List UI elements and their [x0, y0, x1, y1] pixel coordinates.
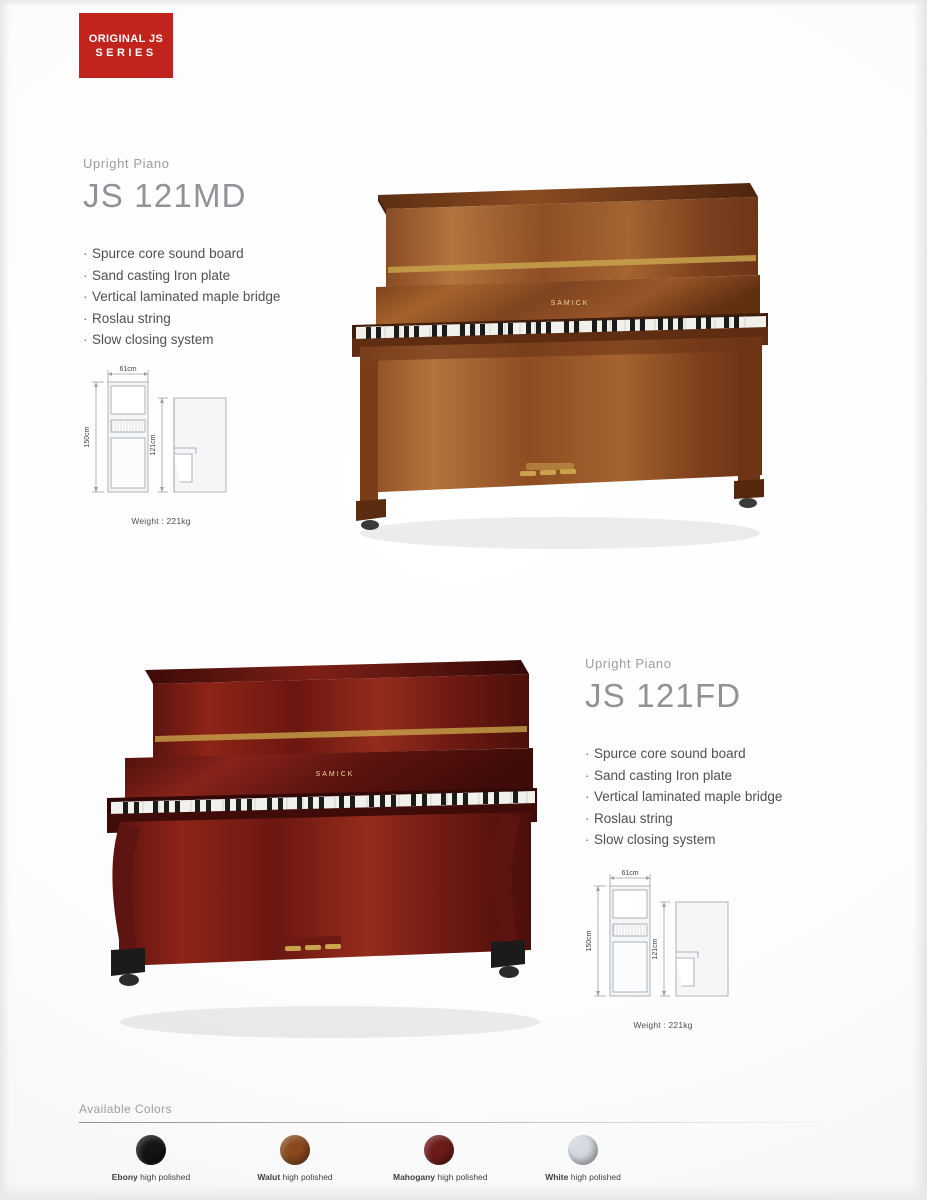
available-colors-section	[79, 1102, 869, 1182]
page-edge-right	[913, 0, 927, 1200]
swatch-name: Ebony	[111, 1172, 138, 1182]
list-item: · Sand casting Iron plate	[83, 267, 231, 283]
feature-text: Roslau string	[594, 810, 673, 826]
swatch-name: Mahogany	[393, 1172, 436, 1182]
list-item: · Sand casting Iron plate	[585, 767, 733, 783]
list-item: · Slow closing system	[83, 332, 214, 347]
spec-depth-label: 121cm	[150, 434, 157, 456]
spec-diagram-js121fd	[578, 866, 748, 1030]
swatch-circle	[136, 1135, 166, 1165]
swatch-name: White	[545, 1172, 569, 1182]
swatch-circle	[424, 1135, 454, 1165]
series-badge-line2: SERIES	[95, 46, 157, 59]
swatch-caption	[249, 1172, 341, 1182]
spec-diagram-js121md	[76, 362, 246, 526]
divider	[79, 1122, 869, 1123]
available-colors-title: Available Colors	[79, 1102, 172, 1116]
feature-text: Vertical laminated maple bridge	[92, 289, 281, 304]
model-name: JS 121MD	[83, 177, 247, 214]
swatch-finish: high polished	[570, 1172, 621, 1182]
page-edge-left	[0, 0, 10, 1200]
color-swatch-mahogany[interactable]	[393, 1135, 488, 1182]
spec-height-label: 150cm	[586, 930, 593, 952]
swatch-name: Walut	[257, 1172, 281, 1182]
spec-drawing	[578, 866, 748, 1016]
model-block-js121fd	[585, 656, 915, 851]
list-item: · Spurce core sound board	[585, 746, 746, 761]
list-item: · Vertical laminated maple bridge	[83, 289, 281, 304]
swatch-caption	[393, 1172, 488, 1182]
feature-text: Vertical laminated maple bridge	[594, 789, 783, 804]
swatch-circle	[568, 1135, 598, 1165]
spec-width-label: 61cm	[119, 366, 137, 373]
feature-text: Spurce core sound board	[594, 746, 746, 761]
piano-image-js121md	[330, 175, 780, 570]
page-edge-bottom	[0, 1184, 927, 1200]
swatch-finish: high polished	[140, 1172, 191, 1182]
feature-text: Spurce core sound board	[92, 246, 244, 261]
swatch-caption	[105, 1172, 197, 1182]
model-kicker: Upright Piano	[585, 656, 672, 671]
color-swatch-list	[79, 1135, 869, 1182]
model-kicker: Upright Piano	[83, 156, 170, 171]
feature-text: Sand casting Iron plate	[92, 267, 231, 283]
list-item: · Roslau string	[585, 810, 673, 826]
piano-image-js121fd	[85, 650, 555, 1055]
brand-plate-text: SAMICK	[315, 771, 355, 778]
list-item: · Vertical laminated maple bridge	[585, 789, 783, 804]
series-badge-line1: ORIGINAL JS	[88, 32, 164, 45]
feature-text: Slow closing system	[92, 332, 214, 347]
spec-drawing	[76, 362, 246, 512]
feature-text: Slow closing system	[594, 832, 716, 847]
spec-depth-label: 121cm	[652, 938, 659, 960]
list-item: · Slow closing system	[585, 832, 716, 847]
swatch-finish: high polished	[282, 1172, 333, 1182]
spec-height-label: 150cm	[84, 426, 91, 448]
spec-width-label: 61cm	[621, 870, 639, 877]
feature-text: Roslau string	[92, 310, 171, 326]
feature-text: Sand casting Iron plate	[594, 767, 733, 783]
list-item: · Spurce core sound board	[83, 246, 244, 261]
color-swatch-ebony[interactable]	[105, 1135, 197, 1182]
swatch-finish: high polished	[437, 1172, 488, 1182]
color-swatch-walut[interactable]	[249, 1135, 341, 1182]
color-swatch-white[interactable]	[537, 1135, 629, 1182]
swatch-circle	[280, 1135, 310, 1165]
feature-list	[585, 743, 915, 851]
brand-plate-text: SAMICK	[550, 300, 590, 307]
spec-weight-label: Weight : 221kg	[633, 1020, 693, 1030]
spec-weight-label: Weight : 221kg	[131, 516, 191, 526]
swatch-caption	[537, 1172, 629, 1182]
series-badge	[79, 13, 173, 78]
page-edge-top	[0, 0, 927, 8]
list-item: · Roslau string	[83, 310, 171, 326]
model-name: JS 121FD	[585, 677, 742, 714]
upright-piano-illustration	[85, 650, 555, 1050]
upright-piano-illustration	[330, 175, 780, 565]
